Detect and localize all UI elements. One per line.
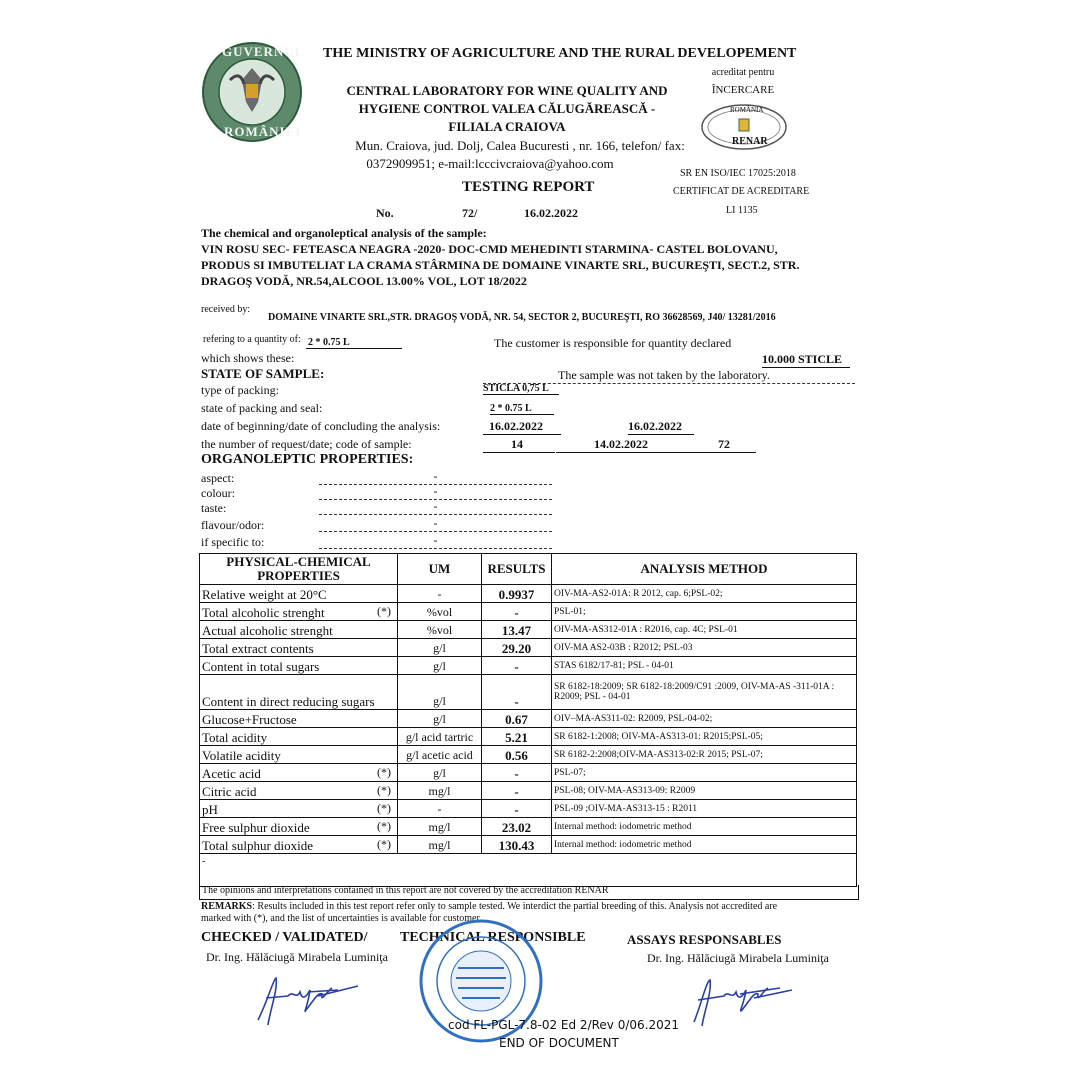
not-accredited-marker: (*) <box>377 765 391 779</box>
table-row <box>200 585 857 603</box>
property-name: Acetic acid <box>202 766 261 781</box>
date-begin: 16.02.2022 <box>483 419 561 435</box>
result-cell: 0.9937 <box>482 585 552 603</box>
table-row <box>200 621 857 639</box>
unit-cell: g/l acetic acid <box>398 746 482 764</box>
table-row <box>200 836 857 854</box>
end-of-document: END OF DOCUMENT <box>499 1036 619 1050</box>
method-cell: OIV–MA-AS311-02: R2009, PSL-04-02; <box>552 710 857 728</box>
signatory-right: Dr. Ing. Hălăciugă Mirabela Luminiţa <box>647 951 829 965</box>
not-accredited-marker: (*) <box>377 837 391 851</box>
iso-standard: SR EN ISO/IEC 17025:2018 <box>680 168 796 179</box>
result-cell: 0.56 <box>482 746 552 764</box>
assays-responsables-label: ASSAYS RESPONSABLES <box>627 932 782 947</box>
accreditation-certificate: CERTIFICAT DE ACREDITARE <box>673 186 810 197</box>
unit-cell: g/l <box>398 639 482 657</box>
logo-text-top: GUVERNUL <box>222 44 305 59</box>
remarks-label: REMARKS <box>201 901 253 912</box>
table-row <box>200 657 857 675</box>
table-header-row <box>200 554 857 585</box>
report-date: 16.02.2022 <box>524 206 578 220</box>
unit-cell: g/l <box>398 657 482 675</box>
certificate-number: LI 1135 <box>726 205 758 216</box>
not-taken-note: The sample was not taken by the laboratory. <box>483 368 855 384</box>
unit-cell: - <box>398 585 482 603</box>
property-cell <box>200 836 398 854</box>
request-date: 14.02.2022 <box>556 437 676 453</box>
customer-note: The customer is responsible for quantity declared <box>494 336 732 350</box>
lab-address-line1: Mun. Craiova, jud. Dolj, Calea Bucuresti , nr. 166, telefon/ fax: <box>355 138 685 153</box>
result-cell: - <box>482 657 552 675</box>
property-name: Relative weight at 20°C <box>202 587 327 602</box>
organoleptic-item: taste: - <box>201 499 556 516</box>
property-name: Free sulphur dioxide <box>202 820 310 835</box>
property-name: Total alcoholic strenght <box>202 605 325 620</box>
not-accredited-marker: (*) <box>377 801 391 815</box>
method-cell: PSL-08; OIV-MA-AS313-09: R2009 <box>552 782 857 800</box>
signature-left <box>248 970 368 1030</box>
unit-cell: g/l <box>398 710 482 728</box>
technical-responsible-label: TECHNICAL RESPONSIBLE <box>400 930 586 945</box>
result-cell: 130.43 <box>482 836 552 854</box>
table-row <box>200 728 857 746</box>
property-name: Actual alcoholic strenght <box>202 623 333 638</box>
renar-logo <box>700 103 788 151</box>
request-label: the number of request/date; code of sample: <box>201 437 412 451</box>
unit-cell: mg/l <box>398 836 482 854</box>
seal-label: state of packing and seal: <box>201 401 323 415</box>
property-name: Total sulphur dioxide <box>202 838 314 853</box>
date-end: 16.02.2022 <box>628 419 694 435</box>
not-accredited-marker: (*) <box>377 604 391 618</box>
lab-name-line1: CENTRAL LABORATORY FOR WINE QUALITY AND <box>346 83 668 98</box>
column-header: PHYSICAL-CHEMICAL PROPERTIES <box>200 554 398 585</box>
analysis-dates-label: date of beginning/date of concluding the analysis: <box>201 419 441 433</box>
accredited-for-label: acreditat pentru <box>711 67 775 78</box>
not-accredited-marker: (*) <box>377 783 391 797</box>
unit-cell: g/l <box>398 675 482 710</box>
method-cell: OIV-MA-AS2-01A: R 2012, cap. 6;PSL-02; <box>552 585 857 603</box>
organoleptic-heading: ORGANOLEPTIC PROPERTIES: <box>201 452 414 467</box>
organoleptic-item: flavour/odor: - <box>201 516 556 533</box>
property-cell <box>200 818 398 836</box>
table-row <box>200 818 857 836</box>
unit-cell: g/l <box>398 764 482 782</box>
method-cell: PSL-07; <box>552 764 857 782</box>
unit-cell: %vol <box>398 621 482 639</box>
remarks-line2: marked with (*), and the list of uncertainties is available for customer. <box>201 913 482 924</box>
sample-description-line3: DRAGOŞ VODĂ, NR.54,ALCOOL 13.00% VOL, LOT 18/2022 <box>201 274 527 288</box>
table-row <box>200 675 857 710</box>
report-no-value: 72/ <box>462 206 478 220</box>
organoleptic-item: colour: - <box>201 484 556 499</box>
property-name: Content in total sugars <box>202 659 320 674</box>
property-cell <box>200 764 398 782</box>
government-logo <box>200 40 304 144</box>
sample-code: 72 <box>676 437 756 453</box>
received-by-value: DOMAINE VINARTE SRL,STR. DRAGOŞ VODĂ, NR. 54, SECTOR 2, BUCUREŞTI, RO 36628569, J40/ 13281/2016 <box>268 312 776 323</box>
ministry-title: THE MINISTRY OF AGRICULTURE AND THE RURAL DEVELOPEMENT <box>323 46 797 61</box>
method-cell: SR 6182-1:2008; OIV-MA-AS313-01: R2015;PSL-05; <box>552 728 857 746</box>
checked-validated-label: CHECKED / VALIDATED/ <box>201 930 368 945</box>
signature-right <box>680 970 800 1030</box>
table-row <box>200 710 857 728</box>
column-header: RESULTS <box>482 554 552 585</box>
packing-value: STICLA 0,75 L <box>483 383 559 395</box>
lab-address-line2: 0372909951; e-mail:lcccivcraiova@yahoo.com <box>366 156 614 171</box>
property-cell <box>200 585 398 603</box>
unit-cell: %vol <box>398 603 482 621</box>
method-cell: PSL-01; <box>552 603 857 621</box>
renar-top-text: ROMÂNIA <box>730 106 764 114</box>
property-cell <box>200 621 398 639</box>
report-title: TESTING REPORT <box>462 179 595 195</box>
property-name: Citric acid <box>202 784 257 799</box>
property-name: Volatile acidity <box>202 748 281 763</box>
table-empty-row: - <box>200 854 857 887</box>
refering-label: refering to a quantity of: <box>203 334 301 345</box>
property-cell <box>200 782 398 800</box>
table-row <box>200 603 857 621</box>
remarks-text: : Results included in this test report refer only to sample tested. We interdict the partial breeding of this. Analysis not accredited are <box>252 901 778 912</box>
property-cell <box>200 639 398 657</box>
method-cell: STAS 6182/17-81; PSL - 04-01 <box>552 657 857 675</box>
request-number: 14 <box>483 437 555 453</box>
result-cell: 23.02 <box>482 818 552 836</box>
result-cell: 13.47 <box>482 621 552 639</box>
result-cell: - <box>482 764 552 782</box>
organoleptic-item: if specific to: - <box>201 533 556 548</box>
property-name: pH <box>202 802 218 817</box>
method-cell: SR 6182-2:2008;OIV-MA-AS313-02:R 2015; PSL-07; <box>552 746 857 764</box>
report-no-label: No. <box>376 206 394 220</box>
property-cell <box>200 657 398 675</box>
result-cell: 0.67 <box>482 710 552 728</box>
unit-cell: mg/l <box>398 818 482 836</box>
refering-value: 2 * 0.75 L <box>306 337 402 349</box>
lab-name-line3: FILIALA CRAIOVA <box>448 119 566 134</box>
property-name: Content in direct reducing sugars <box>202 694 375 709</box>
property-cell <box>200 675 398 710</box>
physical-chemical-table <box>199 553 857 887</box>
received-by-label: received by: <box>201 304 251 315</box>
property-name: Glucose+Fructose <box>202 712 297 727</box>
unit-cell: g/l acid tartric <box>398 728 482 746</box>
method-cell: Internal method: iodometric method <box>552 836 857 854</box>
renar-bottom-text: RENAR <box>732 136 768 147</box>
shows-value: 10.000 STICLE <box>762 352 850 368</box>
logo-text-bottom: ROMÂNIEI <box>224 124 302 139</box>
sample-description-line2: PRODUS SI IMBUTELIAT LA CRAMA STÂRMINA DE DOMAINE VINARTE SRL, BUCUREŞTI, SECT.2, STR. <box>201 258 800 272</box>
method-cell: Internal method: iodometric method <box>552 818 857 836</box>
property-cell <box>200 710 398 728</box>
sample-description-line1: VIN ROSU SEC- FETEASCA NEAGRA -2020- DOC-CMD MEHEDINTI STARMINA- CASTEL BOLOVANU, <box>201 242 778 256</box>
property-cell <box>200 800 398 818</box>
property-cell <box>200 746 398 764</box>
table-body <box>200 585 857 854</box>
lab-name-line2: HYGIENE CONTROL VALEA CĂLUGĂREASCĂ - <box>358 101 656 116</box>
not-accredited-marker: (*) <box>377 819 391 833</box>
unit-cell: mg/l <box>398 782 482 800</box>
result-cell: - <box>482 782 552 800</box>
analysis-label: The chemical and organoleptical analysis of the sample: <box>201 226 487 240</box>
column-header: ANALYSIS METHOD <box>552 554 857 585</box>
property-name: Total extract contents <box>202 641 314 656</box>
result-cell: - <box>482 800 552 818</box>
column-header: UM <box>398 554 482 585</box>
seal-value: 2 * 0.75 L <box>490 403 554 415</box>
organoleptic-item: aspect: - <box>201 469 556 484</box>
property-cell <box>200 728 398 746</box>
organoleptic-list <box>201 469 556 548</box>
method-cell: OIV-MA AS2-03B : R2012; PSL-03 <box>552 639 857 657</box>
result-cell: - <box>482 603 552 621</box>
table-row <box>200 764 857 782</box>
document-code: cod FL-PGL-7.8-02 Ed 2/Rev 0/06.2021 <box>448 1018 680 1032</box>
packing-label: type of packing: <box>201 383 279 397</box>
property-cell <box>200 603 398 621</box>
table-row <box>200 782 857 800</box>
method-cell: SR 6182-18:2009; SR 6182-18:2009/C91 :2009, OIV-MA-AS -311-01A : R2009; PSL - 04-01 <box>552 675 857 710</box>
state-heading: STATE OF SAMPLE: <box>201 366 325 381</box>
result-cell: - <box>482 675 552 710</box>
signatory-left: Dr. Ing. Hălăciugă Mirabela Luminiţa <box>206 950 388 964</box>
table-row <box>200 639 857 657</box>
unit-cell: - <box>398 800 482 818</box>
method-cell: PSL-09 ;OIV-MA-AS313-15 : R2011 <box>552 800 857 818</box>
table-row <box>200 746 857 764</box>
method-cell: OIV-MA-AS312-01A : R2016, cap. 4C; PSL-01 <box>552 621 857 639</box>
result-cell: 5.21 <box>482 728 552 746</box>
table-row <box>200 800 857 818</box>
opinions-note: The opinions and interpretations contained in this report are not covered by the accreditation RENAR <box>199 885 859 900</box>
result-cell: 29.20 <box>482 639 552 657</box>
shows-label: which shows these: <box>201 351 295 365</box>
testing-label: ÎNCERCARE <box>711 84 775 96</box>
property-name: Total acidity <box>202 730 268 745</box>
